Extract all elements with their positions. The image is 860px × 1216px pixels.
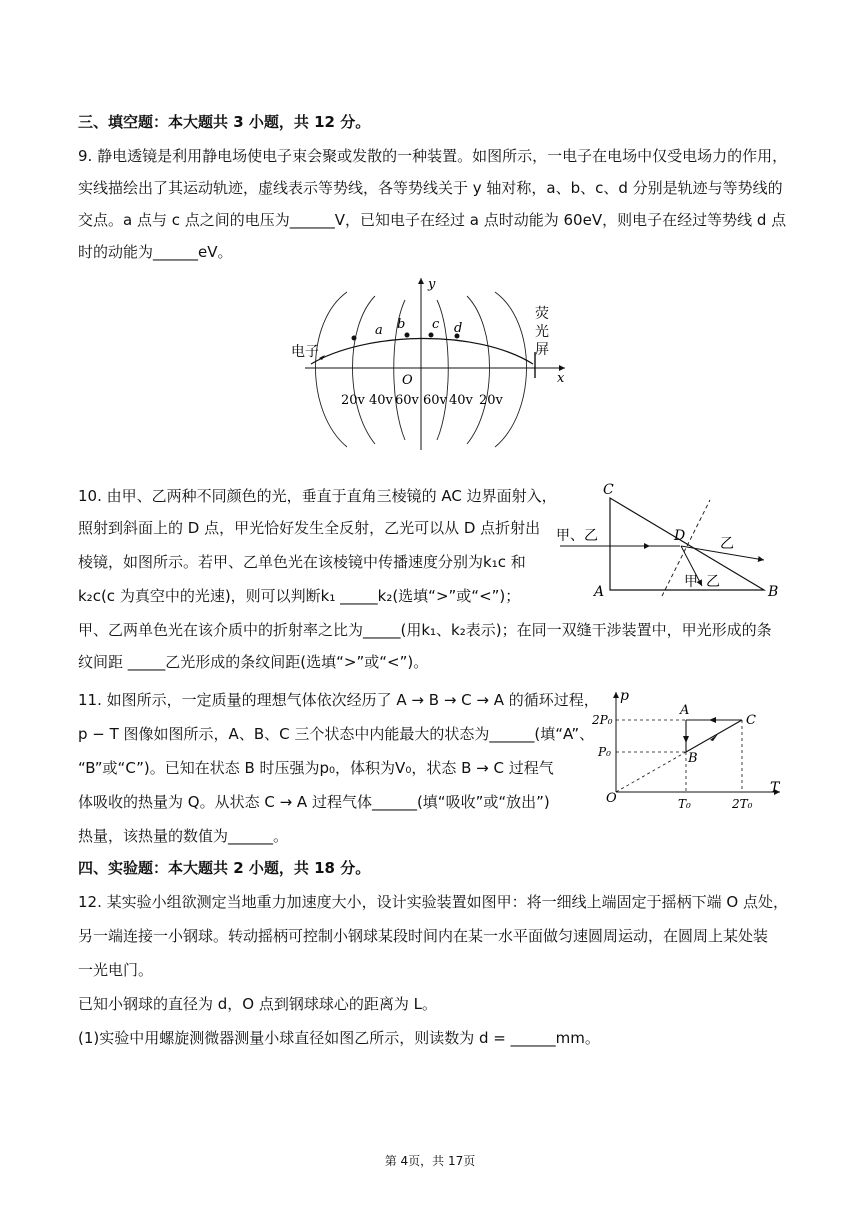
q10-text-line: 纹间距 _____乙光形成的条纹间距(选填“>”或“<”)。 [78, 653, 429, 671]
point-a [352, 336, 357, 341]
label-p0: P₀ [598, 745, 611, 759]
arrow-c-to-a [709, 717, 716, 723]
label-b: b [397, 317, 406, 332]
label-c: c [432, 317, 440, 332]
q11-text-line: 体吸收的热量为 Q。从状态 C → A 过程气体______(填“吸收”或“放出”) [78, 793, 550, 811]
label-incident: 甲、乙 [556, 528, 598, 544]
label-t0: T₀ [678, 797, 691, 811]
label-A: A [594, 584, 605, 600]
label-screen: 荧 [535, 306, 549, 322]
q9-text-line: 9. 静电透镜是利用静电场使电子束会聚或发散的一种装置。如图所示，一电子在电场中仅受电场力的作用， [78, 147, 788, 165]
section-heading-experiment: 四、实验题：本大题共 2 小题，共 18 分。 [78, 859, 371, 877]
potential-label: 20v [341, 393, 365, 408]
q12-text-line: 12. 某实验小组欲测定当地重力加速度大小，设计实验装置如图甲：将一细线上端固定于摇柄下端 O 点处， [78, 893, 788, 911]
section-heading-fill-in: 三、填空题：本大题共 3 小题，共 12 分。 [78, 113, 371, 131]
q9-text-line: 交点。a 点与 c 点之间的电压为______V，已知电子在经过 a 点时动能为 60eV，则电子在经过等势线 d 点 [78, 211, 787, 229]
electron-trajectory [311, 338, 533, 364]
q10-text-line: 10. 由甲、乙两种不同颜色的光，垂直于直角三棱镜的 AC 边界面射入， [78, 487, 557, 505]
q10-text-line: 照射到斜面上的 D 点，甲光恰好发生全反射，乙光可以从 D 点折射出 [78, 519, 541, 537]
point-c [429, 333, 434, 338]
label-state-B: B [688, 751, 698, 766]
cycle-path [686, 720, 742, 752]
label-T: T [770, 780, 780, 796]
label-screen: 屏 [535, 342, 549, 358]
q9-text-line: 时的动能为______eV。 [78, 243, 233, 261]
q11-text-line: p − T 图像如图所示，A、B、C 三个状态中内能最大的状态为______(填“A”、 [78, 725, 595, 743]
q11-text-line: 热量，该热量的数值为______。 [78, 827, 289, 845]
label-origin: O [606, 791, 617, 806]
incident-ray-arrow [644, 543, 650, 549]
label-p: p [620, 688, 629, 704]
q12-text-line: 一光电门。 [78, 961, 154, 979]
arrow-a-to-b [683, 736, 689, 743]
point-b [405, 333, 410, 338]
label-a: a [375, 323, 383, 338]
q10-text-line: 棱镜，如图所示。若甲、乙单色光在该棱镜中传播速度分别为k₁c 和 [78, 553, 526, 571]
label-C: C [603, 482, 614, 498]
potential-label: 60v [395, 393, 419, 408]
label-d: d [454, 321, 463, 336]
label-D: D [674, 528, 686, 544]
label-jia: 甲 [684, 574, 698, 590]
q11-text-line: 11. 如图所示，一定质量的理想气体依次经历了 A → B → C → A 的循环过程， [78, 691, 599, 709]
potential-label: 40v [369, 393, 393, 408]
prism-figure [550, 478, 790, 608]
q12-text-line: 已知小钢球的直径为 d，O 点到钢球球心的距离为 L。 [78, 995, 437, 1013]
page-footer: 第 4页，共 17页 [384, 1154, 476, 1168]
label-x: x [557, 371, 565, 386]
label-state-A: A [680, 703, 690, 718]
q10-text-line: 甲、乙两单色光在该介质中的折射率之比为_____(用k₁、k₂表示)；在同一双缝干涉装置中，甲光形成的条 [78, 621, 772, 639]
label-electron: 电子 [291, 344, 319, 360]
label-B: B [768, 584, 779, 600]
q10-text-line: k₂c(c 为真空中的光速)，则可以判断k₁ _____k₂(选填“>”或“<”)； [78, 587, 521, 605]
q11-text-line: “B”或“C”)。已知在状态 B 时压强为p₀，体积为V₀，状态 B → C 过程气 [78, 759, 554, 777]
potential-label: 60v [423, 393, 447, 408]
label-origin: O [402, 373, 413, 388]
potential-labels [341, 393, 504, 408]
electrostatic-lens-figure [285, 272, 575, 452]
label-screen: 光 [535, 324, 549, 340]
potential-label: 20v [479, 393, 503, 408]
pt-diagram-figure [590, 686, 790, 816]
q9-text-line: 实线描绘出了其运动轨迹，虚线表示等势线，各等势线关于 y 轴对称，a、b、c、d 分别是轨迹与等势线的 [78, 179, 783, 197]
q12-text-line: (1)实验中用螺旋测微器测量小球直径如图乙所示，则读数为 d = ______mm。 [78, 1029, 600, 1047]
label-state-C: C [746, 713, 756, 728]
potential-label: 40v [449, 393, 473, 408]
label-2p0: 2P₀ [592, 713, 613, 727]
label-yi: 乙 [706, 574, 720, 590]
q12-text-line: 另一端连接一小钢球。转动摇柄可控制小钢球某段时间内在某一水平面做匀速圆周运动，在圆周上某处装 [78, 927, 769, 945]
label-y: y [428, 277, 436, 292]
label-2t0: 2T₀ [732, 797, 753, 811]
label-refracted: 乙 [720, 536, 734, 552]
